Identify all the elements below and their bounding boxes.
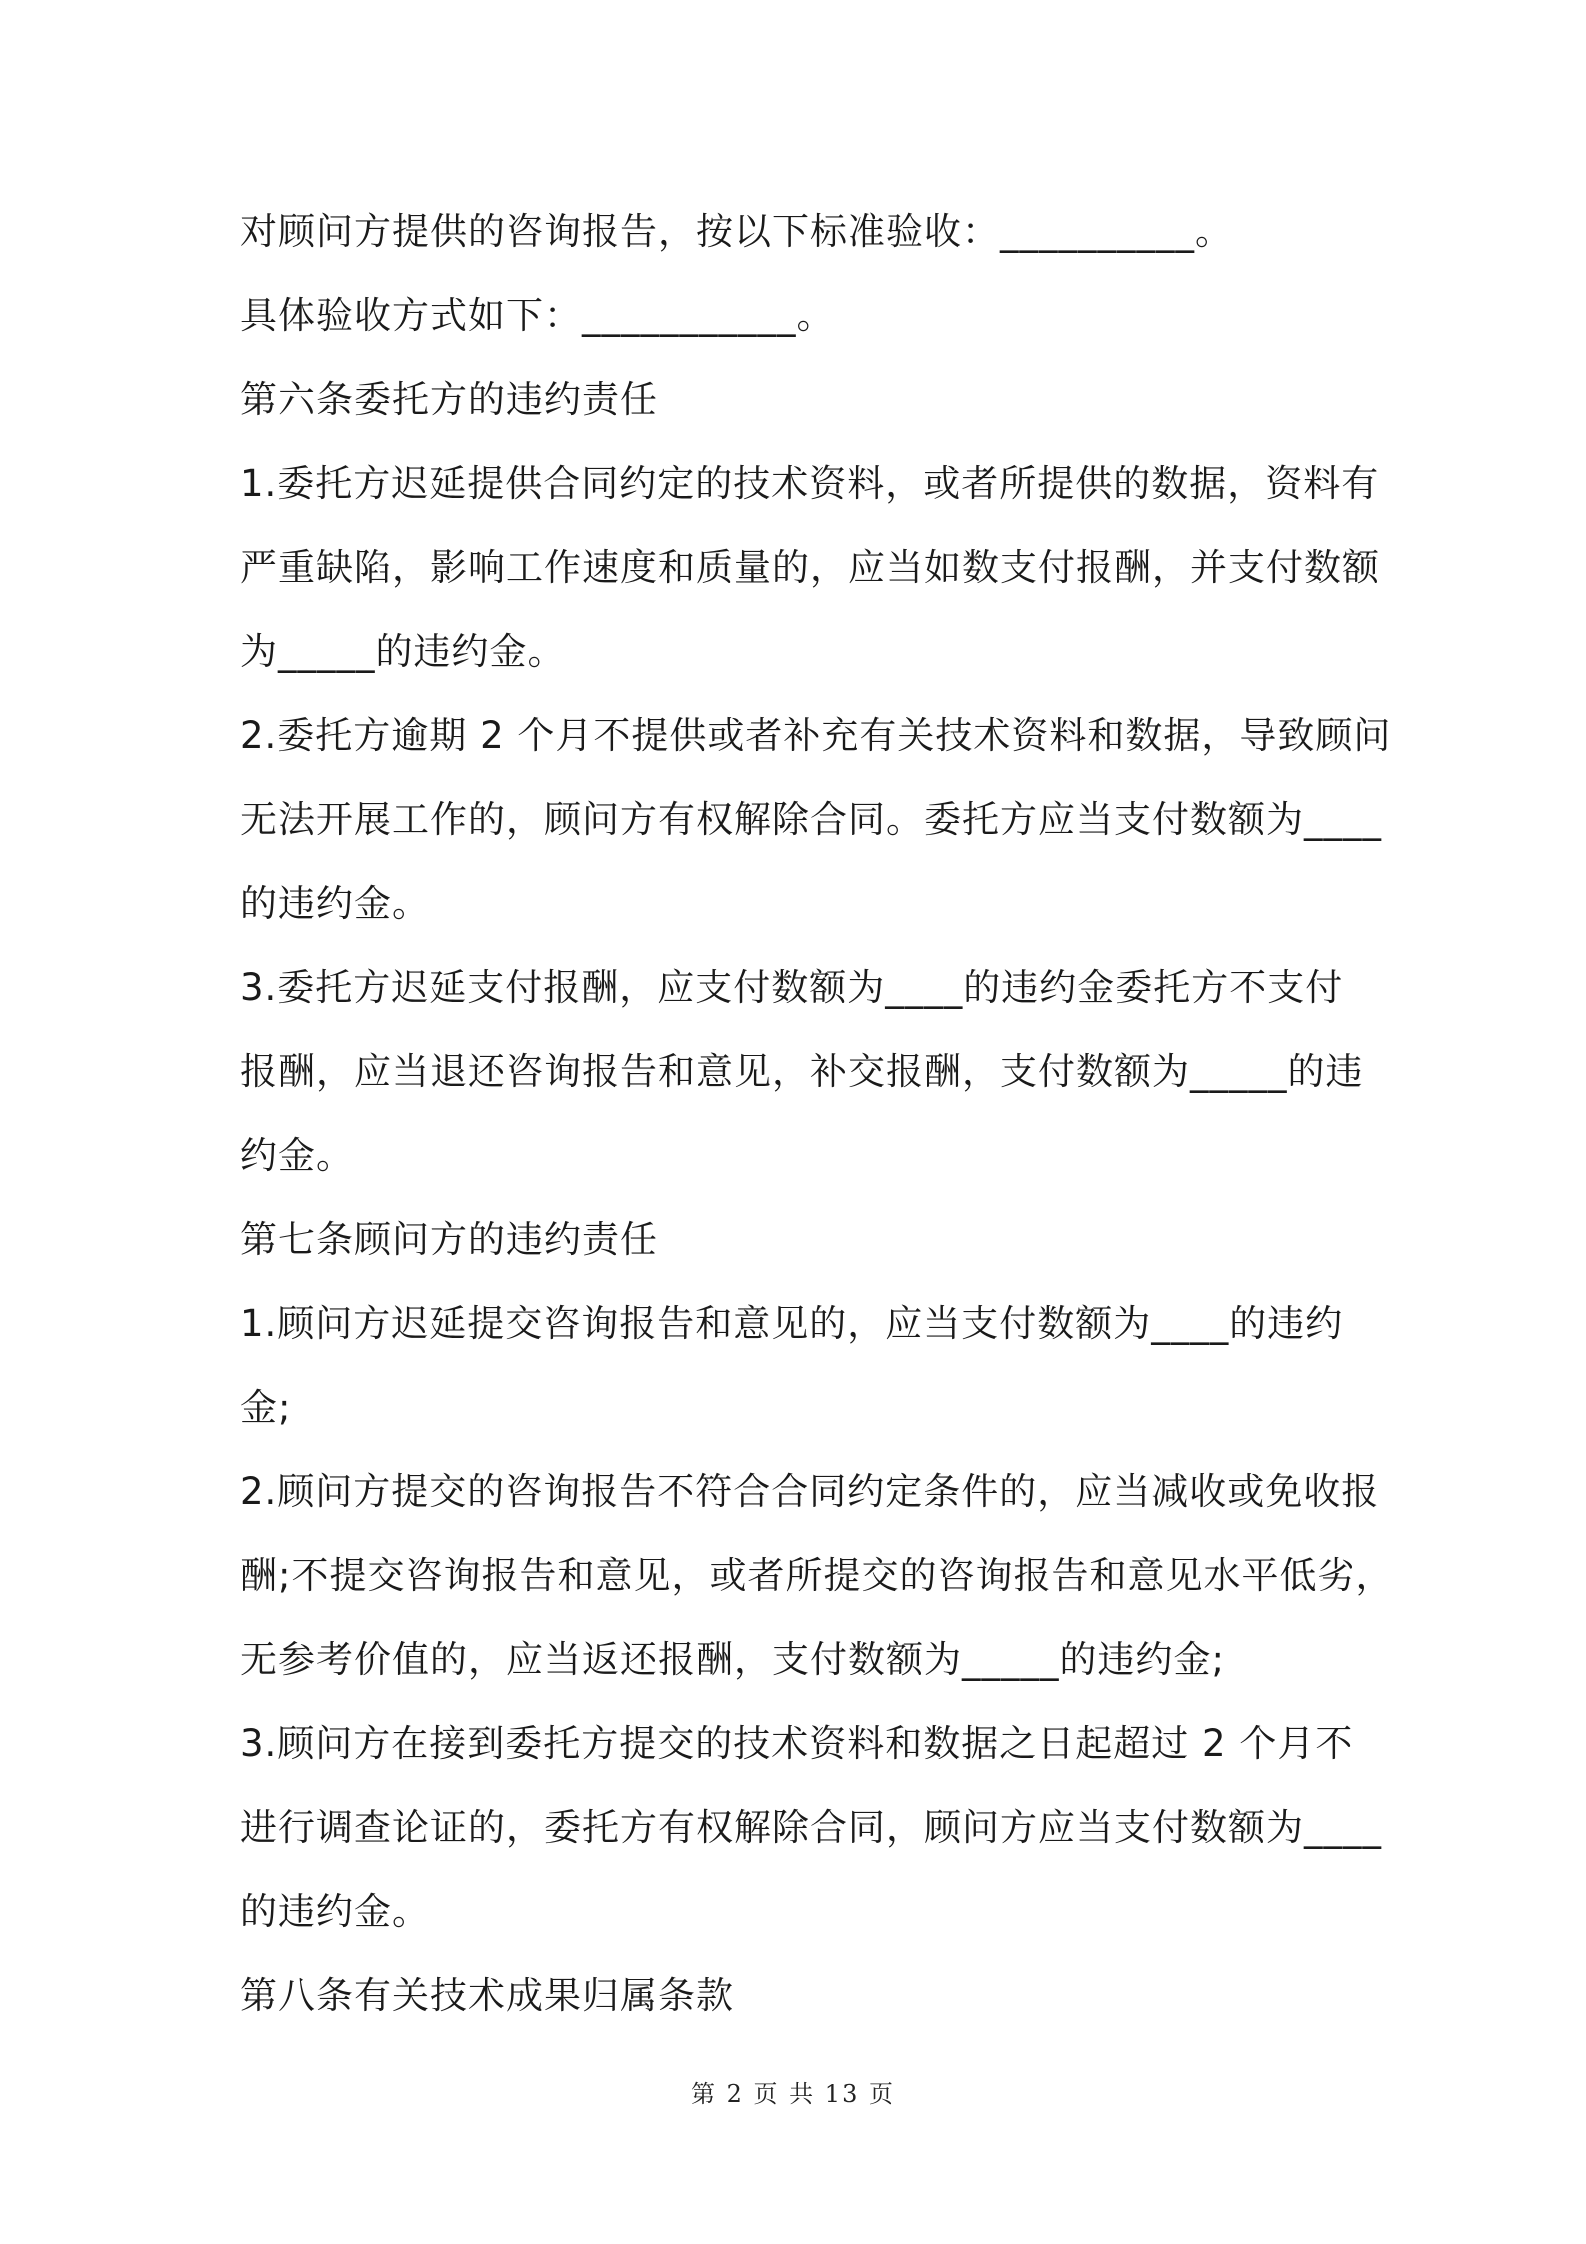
section-heading: 第八条有关技术成果归属条款	[240, 1974, 734, 2017]
section-heading: 第六条委托方的违约责任	[240, 378, 658, 421]
text-line: 具体验收方式如下：___________。	[240, 294, 835, 337]
text-line: 约金。	[240, 1134, 354, 1177]
text-line: 3.委托方迟延支付报酬，应支付数额为____的违约金委托方不支付	[240, 966, 1344, 1009]
text-line: 为_____的违约金。	[240, 630, 566, 673]
text-line: 3.顾问方在接到委托方提交的技术资料和数据之日起超过 2 个月不	[240, 1722, 1354, 1765]
text-line: 金;	[240, 1386, 292, 1429]
text-line: 的违约金。	[240, 1890, 430, 1933]
document-body	[240, 190, 1394, 2038]
text-line: 无法开展工作的，顾问方有权解除合同。委托方应当支付数额为____	[240, 798, 1382, 841]
text-line: 2.委托方逾期 2 个月不提供或者补充有关技术资料和数据，导致顾问	[240, 714, 1392, 757]
text-line: 对顾问方提供的咨询报告，按以下标准验收：__________。	[240, 210, 1233, 253]
text-line: 1.顾问方迟延提交咨询报告和意见的，应当支付数额为____的违约	[240, 1302, 1344, 1345]
text-line: 严重缺陷，影响工作速度和质量的，应当如数支付报酬，并支付数额	[240, 546, 1380, 589]
page-number-footer: 第 2 页 共 13 页	[691, 2080, 895, 2108]
section-heading: 第七条顾问方的违约责任	[240, 1218, 658, 1261]
text-line: 报酬，应当退还咨询报告和意见，补交报酬，支付数额为_____的违	[240, 1050, 1364, 1093]
text-line: 的违约金。	[240, 882, 430, 925]
text-line: 进行调查论证的，委托方有权解除合同，顾问方应当支付数额为____	[240, 1806, 1382, 1849]
text-line: 无参考价值的，应当返还报酬，支付数额为_____的违约金;	[240, 1638, 1225, 1681]
text-line: 酬;不提交咨询报告和意见，或者所提交的咨询报告和意见水平低劣，	[240, 1554, 1394, 1597]
text-line: 2.顾问方提交的咨询报告不符合合同约定条件的，应当减收或免收报	[240, 1470, 1380, 1513]
text-line: 1.委托方迟延提供合同约定的技术资料，或者所提供的数据，资料有	[240, 462, 1380, 505]
